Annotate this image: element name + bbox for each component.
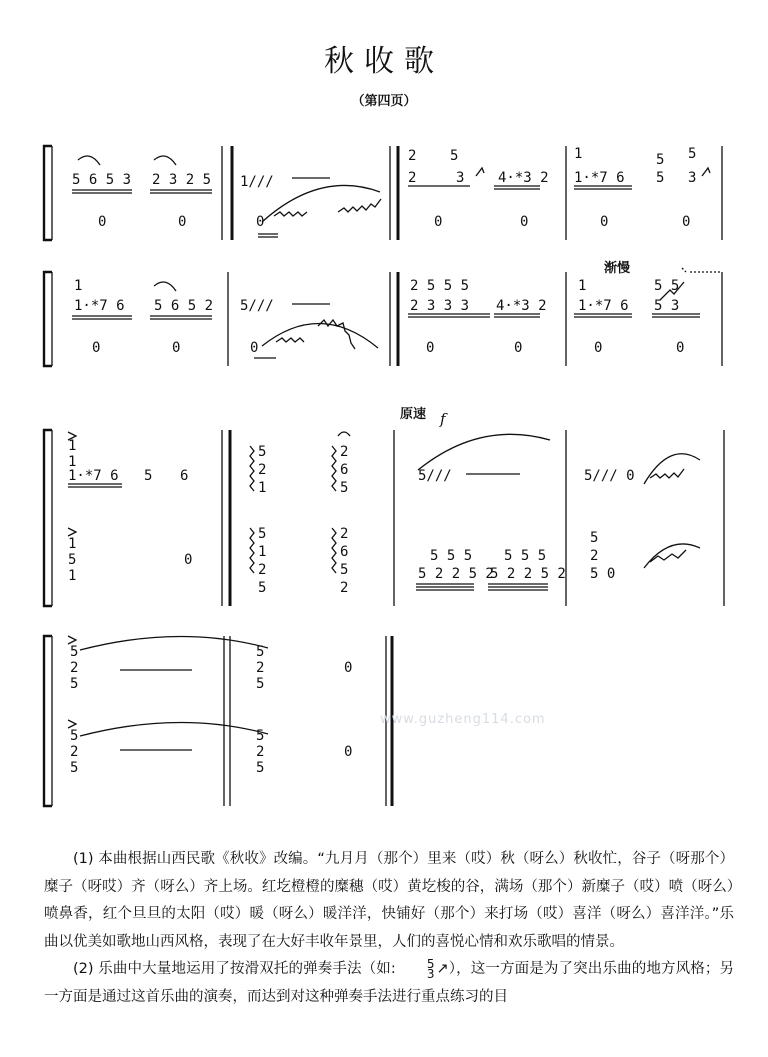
svg-text:0: 0 <box>514 340 523 356</box>
svg-text:0: 0 <box>344 660 353 676</box>
tempo-mark-a-tempo: 原速 <box>400 407 427 422</box>
svg-text:1: 1 <box>74 278 83 294</box>
note-p2-after: ），这一方面是为了突出乐曲的地方风格；另一方面是通过这首乐曲的演奏，而达到对这种弹奏手法进行重点练习的目 <box>44 961 734 1005</box>
svg-text:2: 2 <box>590 548 599 564</box>
technique-example-bottom: 3 <box>426 967 435 981</box>
svg-text:5: 5 <box>688 146 697 162</box>
svg-text:5: 5 <box>340 480 349 496</box>
svg-text:3: 3 <box>688 170 697 186</box>
svg-text:5: 5 <box>340 562 349 578</box>
svg-text:0: 0 <box>98 214 107 230</box>
svg-text:2 5 5 5: 2 5 5 5 <box>410 278 470 294</box>
svg-text:1: 1 <box>258 480 267 496</box>
svg-text:5///: 5/// <box>240 298 274 314</box>
svg-text:2: 2 <box>256 660 265 676</box>
svg-text:5 5 5: 5 5 5 <box>430 548 473 564</box>
svg-text:5 0: 5 0 <box>590 566 616 582</box>
svg-text:6: 6 <box>340 544 349 560</box>
svg-text:4·*3 2: 4·*3 2 <box>496 298 547 314</box>
svg-text:5: 5 <box>258 444 267 460</box>
svg-text:5: 5 <box>256 728 265 744</box>
svg-text:5: 5 <box>258 526 267 542</box>
svg-text:0: 0 <box>172 340 181 356</box>
svg-text:0: 0 <box>92 340 101 356</box>
svg-text:5: 5 <box>450 148 459 164</box>
svg-text:2: 2 <box>340 526 349 542</box>
slide-arrow-icon: ↗ <box>436 961 449 977</box>
svg-text:5: 5 <box>656 170 665 186</box>
svg-text:0: 0 <box>520 214 529 230</box>
svg-text:4·*3 2: 4·*3 2 <box>498 170 549 186</box>
svg-text:0: 0 <box>184 552 193 568</box>
svg-text:5: 5 <box>258 580 267 596</box>
svg-text:5///: 5/// <box>418 468 452 484</box>
note-paragraph-1: (1) 本曲根据山西民歌《秋收》改编。“九月月（那个）里来（哎）秋（呀么）秋收忙，谷子（呀那个）糜子（呀哎）齐（呀么）齐上场。红圪橙橙的糜穗（哎）黄圪梭的谷，满场（那个）新糜子（哎）喷（呀么）喷鼻香，红个旦旦的太阳（哎）暖（呀么）暖洋洋，快铺好（那个）来打场（哎）喜洋（呀么）喜洋洋。”乐曲以优美如歌地山西风格，表现了在大好丰收年景里，人们的喜悦心情和欢乐歌唱的情景。 <box>44 851 734 950</box>
svg-text:5 5 5: 5 5 5 <box>504 548 547 564</box>
svg-text:1·*7 6: 1·*7 6 <box>74 298 125 314</box>
svg-text:5: 5 <box>70 760 79 776</box>
svg-text:0: 0 <box>682 214 691 230</box>
svg-text:2: 2 <box>70 660 79 676</box>
svg-text:5: 5 <box>70 728 79 744</box>
svg-text:6: 6 <box>340 462 349 478</box>
svg-text:5: 5 <box>70 644 79 660</box>
svg-text:2: 2 <box>340 580 349 596</box>
technique-example-top: 5 <box>426 957 435 971</box>
svg-text:2: 2 <box>340 444 349 460</box>
svg-text:5 6 5 2: 5 6 5 2 <box>154 298 214 314</box>
svg-text:2: 2 <box>256 744 265 760</box>
svg-text:1///: 1/// <box>240 174 274 190</box>
svg-text:1·*7 6: 1·*7 6 <box>574 170 625 186</box>
notes-section <box>44 846 734 1011</box>
svg-text:2: 2 <box>408 170 417 186</box>
svg-text:0: 0 <box>250 340 259 356</box>
svg-text:2: 2 <box>258 462 267 478</box>
svg-text:0: 0 <box>434 214 443 230</box>
dynamic-mark: f <box>440 410 446 428</box>
svg-text:5: 5 <box>144 468 153 484</box>
svg-text:1: 1 <box>68 568 77 584</box>
tempo-mark-rit: 渐慢 <box>604 261 631 276</box>
svg-text:5 2 2 5 2: 5 2 2 5 2 <box>418 566 494 582</box>
watermark: www.guzheng114.com <box>380 712 546 727</box>
svg-text:1: 1 <box>574 146 583 162</box>
svg-text:1·*7 6: 1·*7 6 <box>68 468 119 484</box>
svg-text:0: 0 <box>594 340 603 356</box>
svg-text:1: 1 <box>578 278 587 294</box>
svg-text:5: 5 <box>656 152 665 168</box>
technique-example <box>398 959 435 979</box>
note-paragraph-2 <box>44 956 734 1011</box>
svg-text:2: 2 <box>258 562 267 578</box>
svg-text:0: 0 <box>344 744 353 760</box>
svg-text:5 6 5 3: 5 6 5 3 <box>72 172 132 188</box>
svg-text:2 3 2 5: 2 3 2 5 <box>152 172 212 188</box>
svg-text:0: 0 <box>600 214 609 230</box>
svg-text:5: 5 <box>590 530 599 546</box>
svg-text:5: 5 <box>256 760 265 776</box>
svg-text:1·*7 6: 1·*7 6 <box>578 298 629 314</box>
svg-text:1: 1 <box>68 454 77 470</box>
svg-text:5 2 2 5 2: 5 2 2 5 2 <box>490 566 566 582</box>
page-title: 秋收歌 <box>324 44 444 79</box>
svg-text:5: 5 <box>70 676 79 692</box>
svg-text:5: 5 <box>68 552 77 568</box>
svg-text:2: 2 <box>70 744 79 760</box>
note-p2-before: (2) 乐曲中大量地运用了按滑双托的弹奏手法（如: <box>73 961 396 977</box>
svg-text:2 3 3 3: 2 3 3 3 <box>410 298 470 314</box>
svg-text:5: 5 <box>256 644 265 660</box>
svg-text:0: 0 <box>178 214 187 230</box>
svg-text:0: 0 <box>676 340 685 356</box>
svg-text:6: 6 <box>180 468 189 484</box>
page-subtitle: （第四页） <box>351 94 417 109</box>
svg-text:1: 1 <box>258 544 267 560</box>
svg-text:3: 3 <box>456 170 465 186</box>
svg-text:0: 0 <box>256 214 265 230</box>
svg-text:0: 0 <box>426 340 435 356</box>
svg-text:5/// 0: 5/// 0 <box>584 468 635 484</box>
svg-text:1: 1 <box>68 536 77 552</box>
svg-text:5 3: 5 3 <box>654 298 680 314</box>
svg-text:5: 5 <box>256 676 265 692</box>
svg-text:1: 1 <box>68 438 77 454</box>
svg-text:2: 2 <box>408 148 417 164</box>
svg-text:5 5: 5 5 <box>654 278 680 294</box>
